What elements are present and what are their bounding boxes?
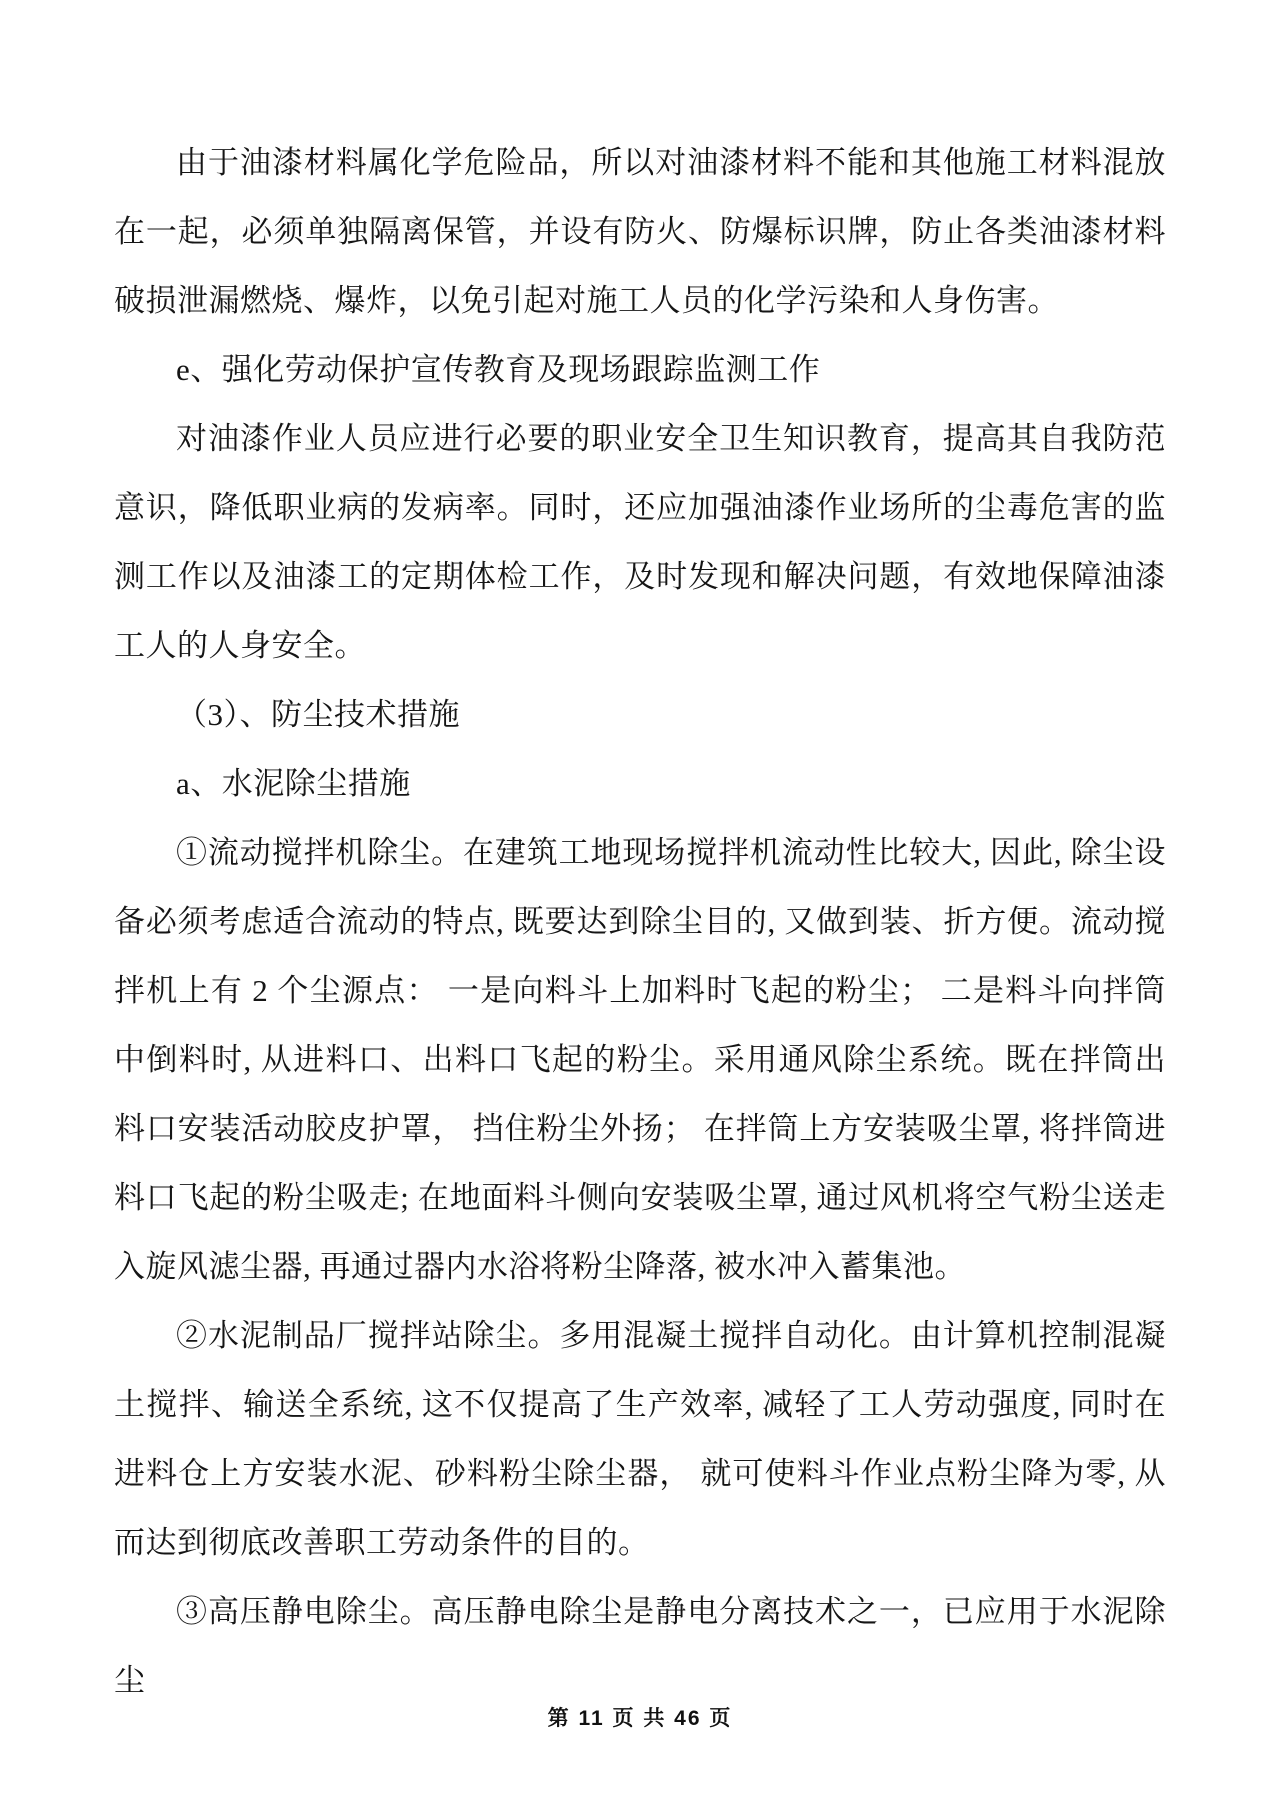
paragraph-mixing-station-dust-removal: ②水泥制品厂搅拌站除尘。多用混凝土搅拌自动化。由计算机控制混凝土搅拌、输送全系统, 这不仅提高了生产效率, 减轻了工人劳动强度, 同时在进料仓上方安装水泥、砂料粉尘除尘器， 就可使料斗作业点粉尘降为零, 从而达到彻底改善职工劳动条件的目的。 [114, 1318, 1166, 1560]
heading-dust-prevention-measures: （3）、防尘技术措施 [176, 697, 460, 732]
paragraph-mobile-mixer-dust-removal: ①流动搅拌机除尘。在建筑工地现场搅拌机流动性比较大, 因此, 除尘设备必须考虑适合流动的特点, 既要达到除尘目的, 又做到装、折方便。流动搅拌机上有 2 个尘源点： 一是向料斗上加料时飞起的粉尘； 二是料斗向拌筒中倒料时, 从进料口、出料口飞起的粉尘。采用通风除尘系统。既在拌筒出料口安装活动胶皮护罩， 挡住粉尘外扬； 在拌筒上方安装吸尘罩, 将拌筒进料口飞起的粉尘吸走; 在地面料斗侧向安装吸尘罩, 通过风机将空气粉尘送走入旋风滤尘器, 再通过器内水浴将粉尘降落, 被水冲入蓄集池。 [114, 835, 1166, 1284]
heading-labor-protection: e、强化劳动保护宣传教育及现场跟踪监测工作 [176, 352, 821, 387]
paragraph-worker-education: 对油漆作业人员应进行必要的职业安全卫生知识教育，提高其自我防范意识，降低职业病的发病率。同时，还应加强油漆作业场所的尘毒危害的监测工作以及油漆工的定期体检工作，及时发现和解决问题，有效地保障油漆工人的人身安全。 [114, 421, 1166, 663]
paragraph-electrostatic-dust-removal: ③高压静电除尘。高压静电除尘是静电分离技术之一，已应用于水泥除尘 [114, 1594, 1166, 1698]
page-number-footer: 第 11 页 共 46 页 [547, 1707, 733, 1730]
heading-cement-dust-removal: a、水泥除尘措施 [176, 766, 411, 801]
paragraph-paint-storage: 由于油漆材料属化学危险品，所以对油漆材料不能和其他施工材料混放在一起，必须单独隔离保管，并设有防火、防爆标识牌，防止各类油漆材料破损泄漏燃烧、爆炸，以免引起对施工人员的化学污染和人身伤害。 [114, 145, 1166, 318]
document-content [114, 128, 1166, 1715]
